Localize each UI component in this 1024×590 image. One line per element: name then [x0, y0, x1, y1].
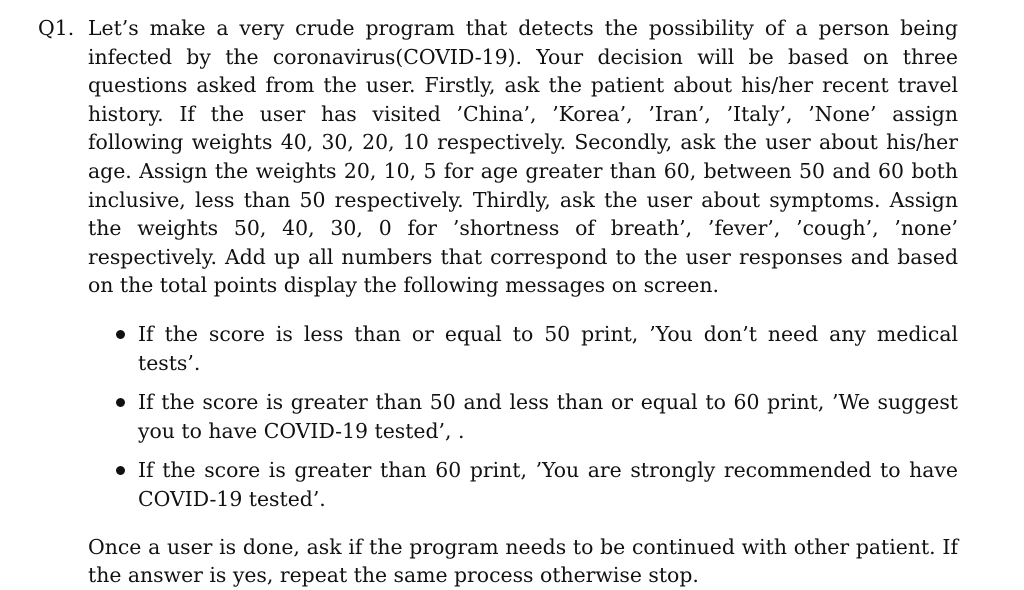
- question-text: Let’s make a very crude program that detects the possibility of a person being infected by the coronavirus(COVID-19). Your decision will be based on three questions asked from the user. Firstly, ask the patient about his/her recent travel history. If the user has visited ’China’, ’Korea’, ’Iran’, ’Italy’, ’None’ assign following weights 40, 30, 20, 10 respectively. Secondly, ask the user about his/her age. Assign the weights 20, 10, 5 for age greater than 60, between 50 and 60 both inclusive, less than 50 respectively. Thirdly, ask the user about symptoms. Assign the weights 50, 40, 30, 0 for ’shortness of breath’, ’fever’, ’cough’, ’none’ respectively. Add up all numbers that correspond to the user responses and based on the total points display the following messages on screen.: [88, 16, 958, 298]
- question-number: Q1.: [38, 16, 75, 40]
- list-item: [88, 388, 958, 445]
- list-item-text: If the score is less than or equal to 50 print, ’You don’t need any medical tests’.: [138, 321, 958, 375]
- bullet-icon: [116, 330, 125, 339]
- score-rules-list: [38, 320, 958, 514]
- list-item-text: If the score is greater than 60 print, ’You are strongly recommended to have COVID-19 tested’.: [138, 458, 958, 511]
- list-item-text: If the score is greater than 50 and less than or equal to 60 print, ’We suggest you to have COVID-19 tested’, .: [138, 390, 958, 443]
- bullet-icon: [116, 466, 125, 475]
- list-item: [88, 456, 958, 513]
- question-paragraph: [38, 14, 958, 300]
- closing-paragraph: Once a user is done, ask if the program needs to be continued with other patient. If the answer is yes, repeat the same process otherwise stop.: [88, 534, 958, 588]
- document-body: [38, 14, 958, 590]
- bullet-icon: [116, 398, 125, 407]
- list-item: [88, 320, 958, 377]
